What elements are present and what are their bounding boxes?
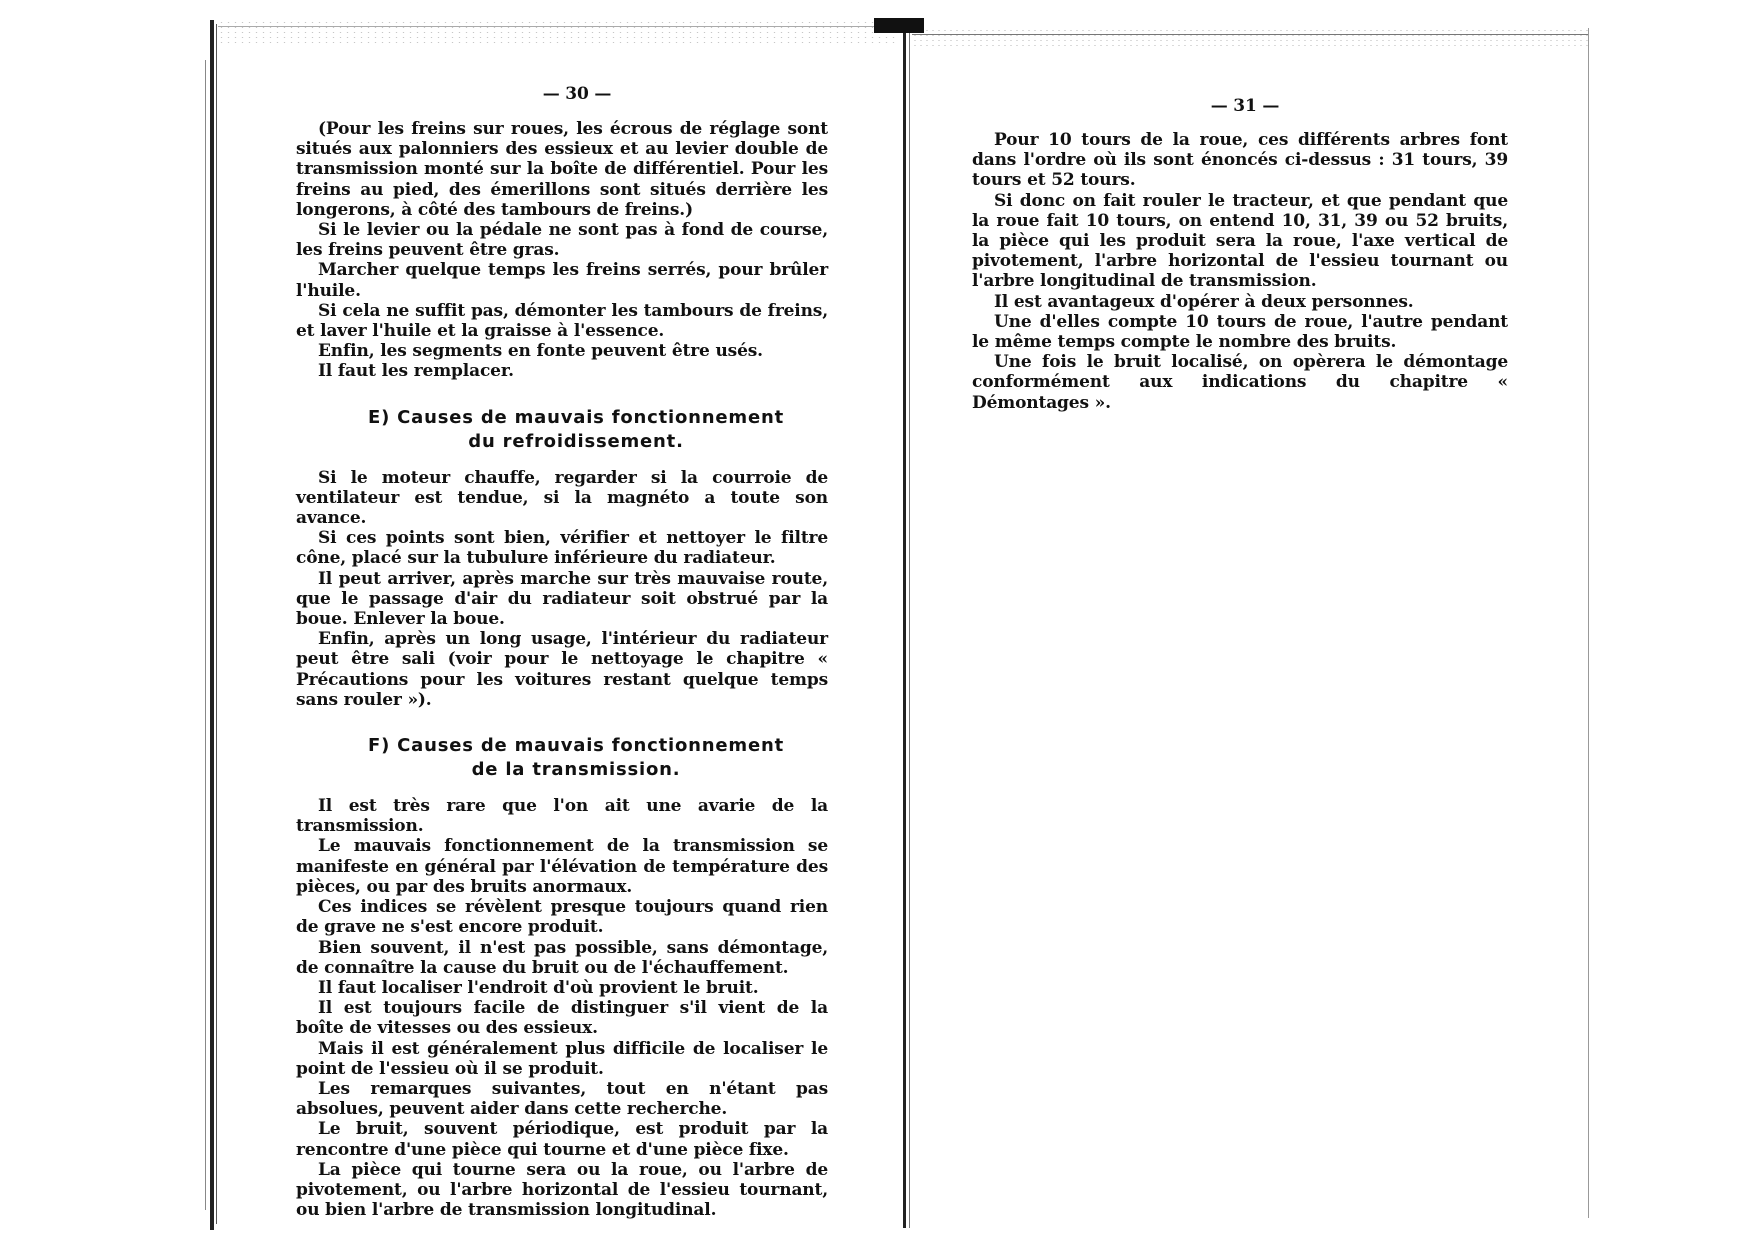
paragraph: Il est très rare que l'on ait une avarie de la transmission.: [296, 796, 828, 837]
cooling-section: [296, 468, 828, 710]
paragraph: Enfin, les segments en fonte peuvent être usés.: [318, 341, 763, 362]
page-number-left: — 30 —: [542, 84, 612, 104]
heading-line: F) Causes de mauvais fonctionnement: [367, 735, 784, 757]
paragraph: Il est avantageux d'opérer à deux personnes.: [994, 291, 1414, 312]
paragraph: (Pour les freins sur roues, les écrous de réglage sont situés aux palonniers des essieux et au levier double de transmission monté sur la boîte de différentiel. Pour les freins au pied, des émerillons sont situés derrière les longerons, à côté des tambours de freins.): [296, 119, 828, 220]
paragraph: Il faut localiser l'endroit d'où provient le bruit.: [318, 977, 759, 998]
book-spine-shadow: [909, 28, 910, 1228]
transmission-section: [296, 796, 828, 1220]
page-top-edge-left: [218, 26, 898, 27]
brakes-section: [296, 119, 828, 382]
paragraph: Si cela ne suffit pas, démonter les tambours de freins, et laver l'huile et la graisse à l'essence.: [296, 300, 828, 342]
left-page: [296, 84, 828, 1220]
heading-line: de la transmission.: [471, 759, 681, 781]
paragraph: Une fois le bruit localisé, on opèrera le démontage conformément aux indications du chapitre « Démontages ».: [972, 352, 1508, 413]
paragraph: Le mauvais fonctionnement de la transmission se manifeste en général par l'élévation de température des pièces, ou par des bruits anormaux.: [296, 836, 828, 897]
paragraph: Les remarques suivantes, tout en n'étant pas absolues, peuvent aider dans cette recherche.: [296, 1078, 828, 1120]
paragraph: Il faut les remplacer.: [318, 361, 514, 382]
section-heading-cooling: [324, 406, 828, 454]
paragraph: Si donc on fait rouler le tracteur, et que pendant que la roue fait 10 tours, on entend 10, 31, 39 ou 52 bruits, la pièce qui les produit sera la roue, l'axe vertical de pivotement, l'arbre horizontal de l'essieu tournant ou l'arbre longitudinal de transmission.: [972, 190, 1508, 292]
page-number-right: — 31 —: [1210, 96, 1280, 116]
paragraph: Marcher quelque temps les freins serrés, pour brûler l'huile.: [296, 260, 828, 301]
scan-noise-top-left: [218, 20, 898, 46]
book-binding-edge: [210, 20, 214, 1230]
paragraph: Une d'elles compte 10 tours de roue, l'autre pendant le même temps compte le nombre des bruits.: [972, 311, 1508, 353]
spine-top-mark: [874, 18, 924, 33]
paragraph: Enfin, après un long usage, l'intérieur du radiateur peut être sali (voir pour le nettoyage le chapitre « Précautions pour les voitures restant quelque temps sans rouler »).: [296, 629, 828, 710]
book-binding-edge-inner: [216, 24, 217, 1224]
right-page-edge: [1588, 28, 1589, 1218]
paragraph: Si le moteur chauffe, regarder si la courroie de ventilateur est tendue, si la magnéto a toute son avance.: [296, 467, 828, 529]
paragraph: Si le levier ou la pédale ne sont pas à fond de course, les freins peuvent être gras.: [296, 220, 828, 261]
paragraph: La pièce qui tourne sera ou la roue, ou l'arbre de pivotement, ou l'arbre horizontal de l'essieu tournant, ou bien l'arbre de transmission longitudinal.: [296, 1159, 828, 1221]
heading-line: du refroidissement.: [468, 430, 684, 452]
book-spine: [903, 28, 906, 1228]
paragraph: Bien souvent, il n'est pas possible, sans démontage, de connaître la cause du bruit ou de l'échauffement.: [296, 937, 828, 978]
paragraph: Ces indices se révèlent presque toujours quand rien de grave ne s'est encore produit.: [296, 897, 828, 938]
paragraph: Si ces points sont bien, vérifier et nettoyer le filtre cône, placé sur la tubulure inférieure du radiateur.: [296, 528, 828, 569]
right-page: [972, 96, 1508, 413]
paragraph: Il peut arriver, après marche sur très mauvaise route, que le passage d'air du radiateur soit obstrué par la boue. Enlever la boue.: [296, 568, 828, 630]
paragraph: Il est toujours facile de distinguer s'il vient de la boîte de vitesses ou des essieux.: [296, 998, 828, 1039]
paragraph: Mais il est généralement plus difficile de localiser le point de l'essieu où il se produit.: [296, 1038, 828, 1079]
section-heading-transmission: [324, 734, 828, 782]
book-binding-edge-outer: [205, 60, 206, 1210]
heading-line: E) Causes de mauvais fonctionnement: [367, 406, 784, 428]
page-top-edge-right: [912, 34, 1588, 35]
scan-noise-top-right: [912, 28, 1588, 50]
paragraph: Pour 10 tours de la roue, ces différents arbres font dans l'ordre où ils sont énoncés ci-dessus : 31 tours, 39 tours et 52 tours.: [972, 130, 1508, 191]
paragraph: Le bruit, souvent périodique, est produit par la rencontre d'une pièce qui tourne et d'une pièce fixe.: [296, 1119, 828, 1160]
